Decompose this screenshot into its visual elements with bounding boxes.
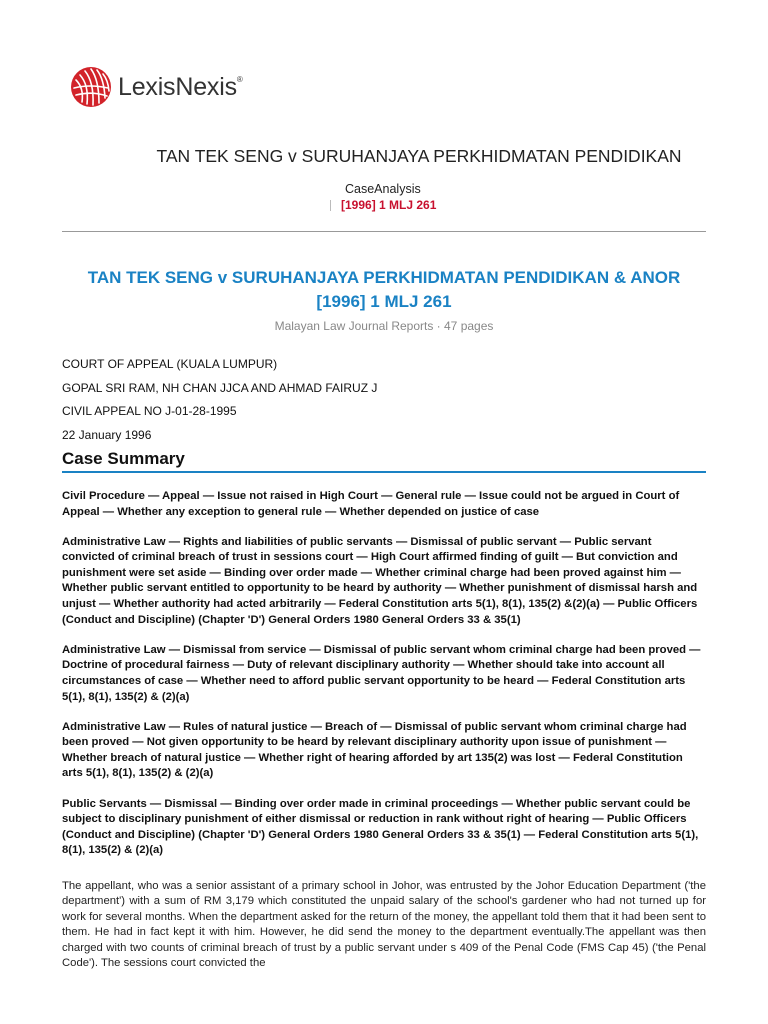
case-subtitle: Malayan Law Journal Reports · 47 pages bbox=[274, 319, 494, 333]
case-summary-list bbox=[62, 489, 706, 873]
summary-item: Civil Procedure — Appeal — Issue not raised in High Court — General rule — Issue could not be argued in Court of Appeal — Whether any exception to general rule — Whether depended on justice of case bbox=[62, 490, 680, 518]
citation-row bbox=[330, 198, 436, 212]
document-citation: [1996] 1 MLJ 261 bbox=[341, 198, 437, 212]
summary-item: Administrative Law — Rules of natural justice — Breach of — Dismissal of public servant whom criminal charge had been proved — Not given opportunity to be heard by relevant disciplinary authority upon issue of punishment — Whether breach of natural justice — Whether right of hearing afforded by art 135(2) was lost — Federal Constitution arts 5(1), 8(1), 135(2) & (2)(a) bbox=[62, 720, 687, 780]
case-title bbox=[62, 266, 706, 314]
document-type: CaseAnalysis bbox=[345, 182, 421, 196]
case-title-line2: [1996] 1 MLJ 261 bbox=[316, 292, 452, 311]
body-paragraph: The appellant, who was a senior assistant of a primary school in Johor, was entrusted by the Johor Education Department ('the department') with a sum of RM 3,179 which constituted the unpaid salary of the school's gardener who had not turned up for work for several months. When the department asked for the return of the money, the appellant told them that it had been sent to them. He had in fact kept it with him. However, he did send the money to the department eventually.The appellant was then charged with two counts of criminal breach of trust by a public servant under s 409 of the Penal Code (FMS Cap 45) ('the Penal Code'). The sessions court convicted the bbox=[62, 880, 706, 970]
summary-item: Public Servants — Dismissal — Binding over order made in criminal proceedings — Whether public servant could be subject to disciplinary punishment of either dismissal or reduction in rank without right of hearing — Public Officers (Conduct and Discipline) (Chapter 'D') General Orders 1980 General Orders 33 & 35(1) — Federal Constitution arts 5(1), 8(1), 135(2) & (2)(a) bbox=[62, 797, 699, 857]
judges: GOPAL SRI RAM, NH CHAN JJCA AND AHMAD FAIRUZ J bbox=[62, 381, 378, 395]
appeal-number: CIVIL APPEAL NO J-01-28-1995 bbox=[62, 404, 237, 418]
summary-divider bbox=[62, 471, 706, 473]
summary-item: Administrative Law — Rights and liabilities of public servants — Dismissal of public servant — Public servant convicted of criminal breach of trust in sessions court — High Court affirmed finding of guilt — But conviction and punishment were set aside — Binding over order made — Whether criminal charge had been proved against him — Whether public servant entitled to opportunity to be heard by authority — Whether punishment of dismissal harsh and unjust — Whether authority had acted arbitrarily — Federal Constitution arts 5(1), 8(1), 135(2) &(2)(a) — Public Officers (Conduct and Discipline) (Chapter 'D') General Orders 1980 General Orders 33 & 35(1) bbox=[62, 535, 698, 626]
case-title-line1: TAN TEK SENG v SURUHANJAYA PERKHIDMATAN PENDIDIKAN & ANOR bbox=[87, 268, 681, 287]
case-summary-heading: Case Summary bbox=[62, 449, 185, 468]
summary-item: Administrative Law — Dismissal from service — Dismissal of public servant whom criminal charge had been proved — Doctrine of procedural fairness — Duty of relevant disciplinary authority — Whether should take into account all circumstances of case — Whether need to afford public servant opportunity to be heard — Federal Constitution arts 5(1), 8(1), 135(2) & (2)(a) bbox=[62, 643, 701, 703]
brand-name: LexisNexis® bbox=[118, 72, 243, 101]
lexisnexis-logo bbox=[70, 66, 243, 108]
separator-bar bbox=[330, 200, 331, 211]
lexisnexis-emblem-icon bbox=[70, 66, 112, 108]
header-divider bbox=[62, 231, 706, 232]
court-name: COURT OF APPEAL (KUALA LUMPUR) bbox=[62, 357, 278, 371]
judgment-date: 22 January 1996 bbox=[62, 428, 152, 442]
document-title: TAN TEK SENG v SURUHANJAYA PERKHIDMATAN PENDIDIKAN bbox=[156, 146, 682, 166]
